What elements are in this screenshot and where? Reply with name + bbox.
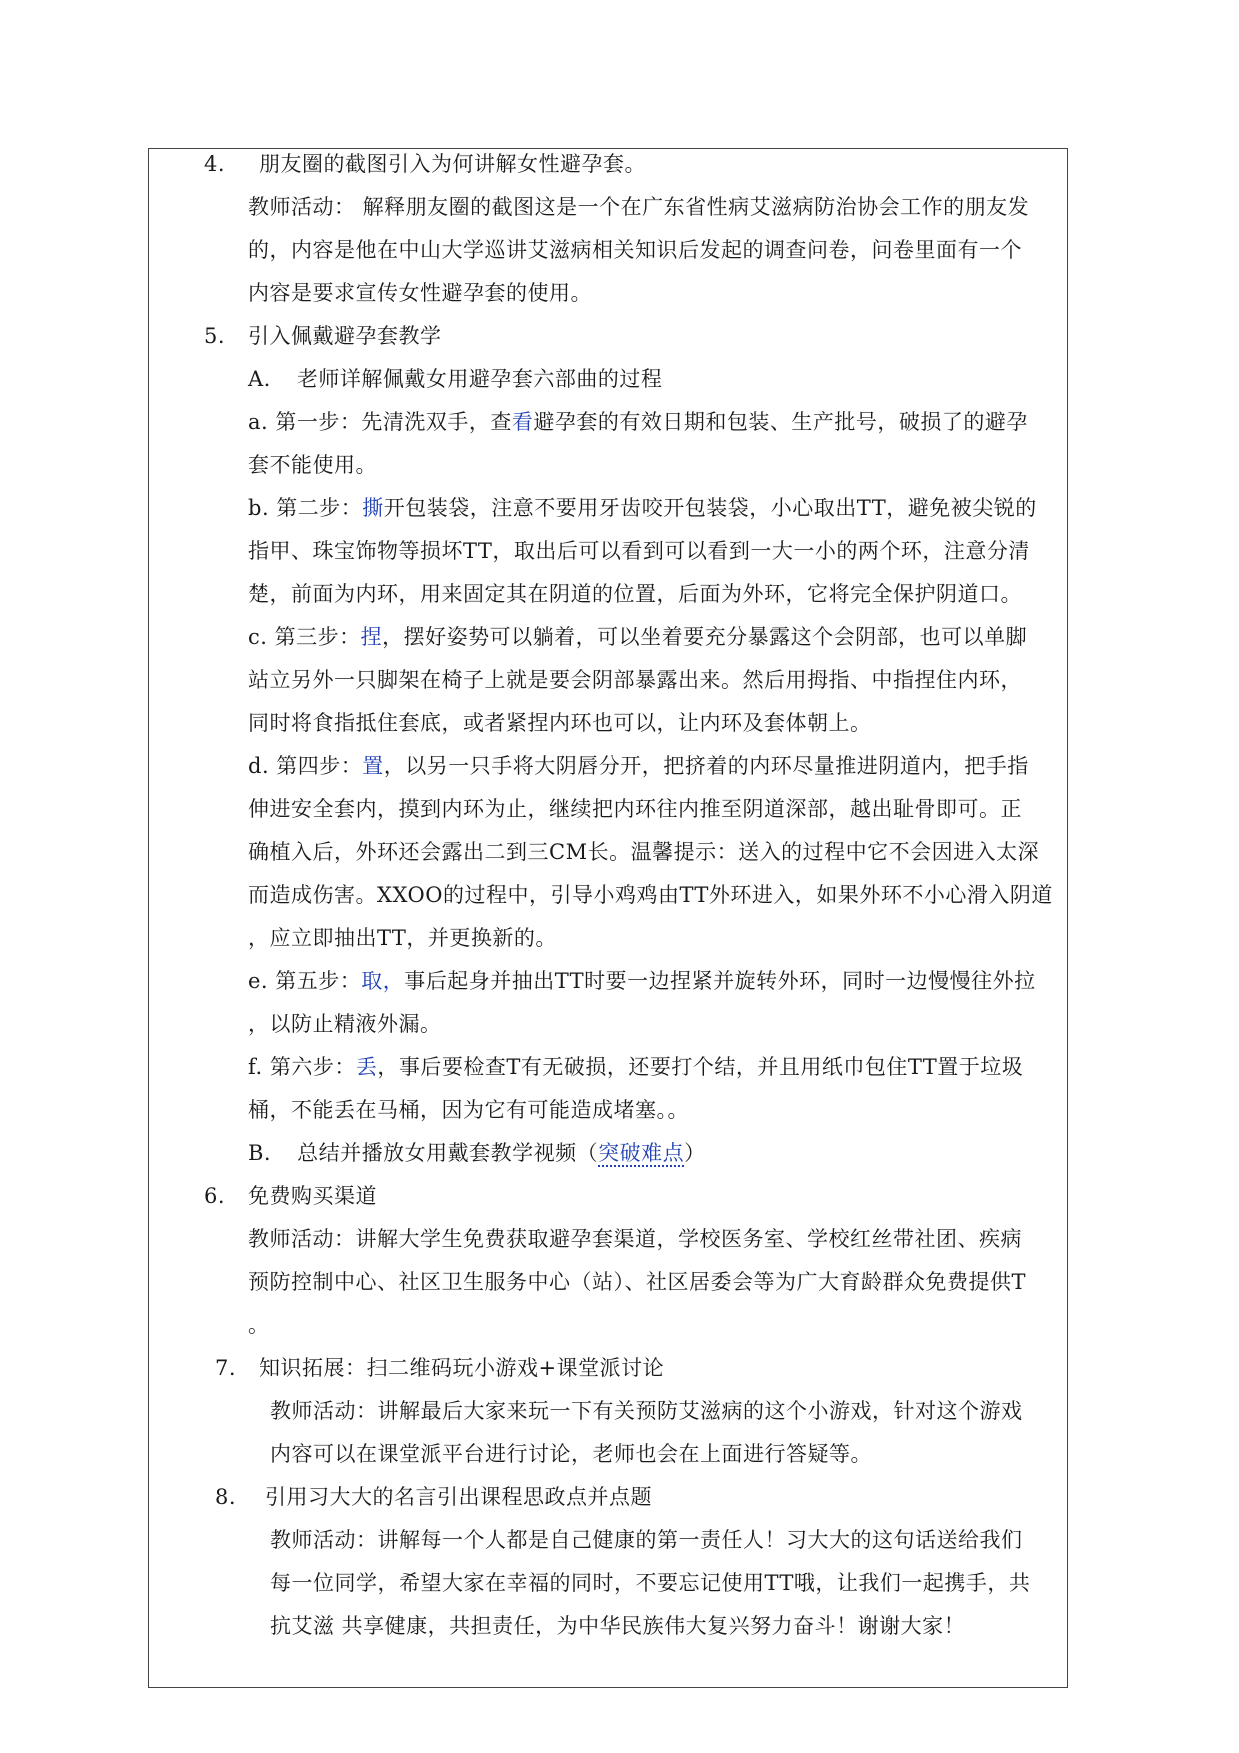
- step-a-line: [248, 401, 1028, 443]
- subsection-b-keyword: 突破难点: [598, 1141, 685, 1165]
- subsection-a-mark: A.: [248, 367, 271, 391]
- step-b-line: 指甲、珠宝饰物等损坏TT，取出后可以看到可以看到一大一小的两个环，注意分清: [248, 539, 1030, 563]
- step-a-line: 套不能使用。: [248, 453, 377, 477]
- subsection-a-text: 老师详解佩戴女用避孕套六部曲的过程: [296, 367, 663, 391]
- step-d-line: 而造成伤害。XXOO的过程中，引导小鸡鸡由TT外环进入，如果外环不小心滑入阴道: [248, 883, 1053, 907]
- section-4-number: 4.: [204, 152, 226, 176]
- section-7-title: 知识拓展：扫二维码玩小游戏+课堂派讨论: [259, 1356, 665, 1380]
- section-5-title: 引入佩戴避孕套教学: [248, 324, 442, 348]
- step-f-keyword: 丢: [355, 1055, 378, 1079]
- section-5-number: 5.: [204, 324, 226, 348]
- section-6-paragraph-line: 。: [248, 1313, 270, 1337]
- section-4-paragraph-line: 的，内容是他在中山大学巡讲艾滋病相关知识后发起的调查问卷，问卷里面有一个: [248, 238, 1022, 262]
- step-c-text: c. 第三步：: [248, 625, 361, 649]
- step-d-keyword: 置: [362, 754, 384, 778]
- section-6-paragraph-line: 预防控制中心、社区卫生服务中心（站）、社区居委会等为广大育龄群众免费提供T: [248, 1270, 1027, 1294]
- step-c-line: 站立另外一只脚架在椅子上就是要会阴部暴露出来。然后用拇指、中指捏住内环，: [248, 668, 1022, 692]
- section-4-title: 朋友圈的截图引入为何讲解女性避孕套。: [259, 152, 646, 176]
- step-d-text: ，以另一只手将大阴唇分开，把挤着的内环尽量推进阴道内，把手指: [383, 754, 1029, 778]
- step-d-text: d. 第四步：: [248, 754, 363, 778]
- subsection-a-heading: [248, 358, 662, 400]
- step-c-line: [248, 616, 1027, 658]
- step-b-text: b. 第二步：: [248, 496, 363, 520]
- section-8-paragraph-line: 抗艾滋 共享健康，共担责任，为中华民族伟大复兴努力奋斗！谢谢大家！: [270, 1614, 966, 1638]
- step-d-line: 确植入后，外环还会露出二到三CM长。温馨提示：送入的过程中它不会因进入太深: [248, 840, 1040, 864]
- subsection-b-text: ）: [684, 1141, 706, 1165]
- subsection-b-heading: [248, 1132, 706, 1174]
- section-7-number: 7.: [215, 1356, 237, 1380]
- step-a-keyword: 看: [511, 410, 534, 434]
- step-c-keyword: 捏: [360, 625, 383, 649]
- step-c-line: 同时将食指抵住套底，或者紧捏内环也可以，让内环及套体朝上。: [248, 711, 872, 735]
- section-6-title: 免费购买渠道: [248, 1184, 377, 1208]
- step-b-line: 楚，前面为内环，用来固定其在阴道的位置，后面为外环，它将完全保护阴道口。: [248, 582, 1022, 606]
- section-4-paragraph-line: 教师活动： 解释朋友圈的截图这是一个在广东省性病艾滋病防治协会工作的朋友发: [248, 195, 1030, 219]
- step-e-line: [248, 960, 1036, 1002]
- step-a-text: a. 第一步：先清洗双手，查: [248, 410, 512, 434]
- step-e-text: 事后起身并抽出TT时要一边捏紧并旋转外环，同时一边慢慢往外拉: [404, 969, 1036, 993]
- step-f-line: 桶，不能丢在马桶，因为它有可能造成堵塞。。: [248, 1098, 689, 1122]
- step-b-text: 开包装袋，注意不要用牙齿咬开包装袋，小心取出TT，避免被尖锐的: [383, 496, 1037, 520]
- section-4-paragraph-line: 内容是要求宣传女性避孕套的使用。: [248, 281, 592, 305]
- step-b-keyword: 撕: [362, 496, 384, 520]
- step-f-text: ，事后要检查T有无破损，还要打个结，并且用纸巾包住TT置于垃圾: [377, 1055, 1024, 1079]
- step-a-text: 避孕套的有效日期和包装、生产批号，破损了的避孕: [533, 410, 1028, 434]
- section-7-paragraph-line: 教师活动：讲解最后大家来玩一下有关预防艾滋病的这个小游戏，针对这个游戏: [270, 1399, 1023, 1423]
- section-8-title: 引用习大大的名言引出课程思政点并点题: [265, 1485, 652, 1509]
- step-d-line: 伸进安全套内，摸到内环为止，继续把内环往内推至阴道深部，越出耻骨即可。正: [248, 797, 1022, 821]
- section-8-number: 8.: [215, 1485, 237, 1509]
- step-e-keyword: 取，: [361, 969, 405, 993]
- section-7-paragraph-line: 内容可以在课堂派平台进行讨论，老师也会在上面进行答疑等。: [270, 1442, 872, 1466]
- section-8-paragraph-line: 每一位同学，希望大家在幸福的同时，不要忘记使用TT哦，让我们一起携手，共: [270, 1571, 1031, 1595]
- step-f-line: [248, 1046, 1023, 1088]
- step-c-text: ，摆好姿势可以躺着，可以坐着要充分暴露这个会阴部，也可以单脚: [382, 625, 1028, 649]
- step-e-text: e. 第五步：: [248, 969, 362, 993]
- section-6-number: 6.: [204, 1184, 226, 1208]
- section-8-paragraph-line: 教师活动：讲解每一个人都是自己健康的第一责任人！习大大的这句话送给我们: [270, 1528, 1023, 1552]
- step-d-line: [248, 745, 1029, 787]
- step-b-line: [248, 487, 1037, 529]
- step-e-line: ，以防止精液外漏。: [248, 1012, 442, 1036]
- subsection-b-text: 总结并播放女用戴套教学视频（: [297, 1141, 599, 1165]
- section-6-paragraph-line: 教师活动：讲解大学生免费获取避孕套渠道，学校医务室、学校红丝带社团、疾病: [248, 1227, 1022, 1251]
- subsection-b-mark: B.: [248, 1141, 272, 1165]
- step-f-text: f. 第六步：: [248, 1055, 356, 1079]
- step-d-line: ，应立即抽出TT，并更换新的。: [248, 926, 557, 950]
